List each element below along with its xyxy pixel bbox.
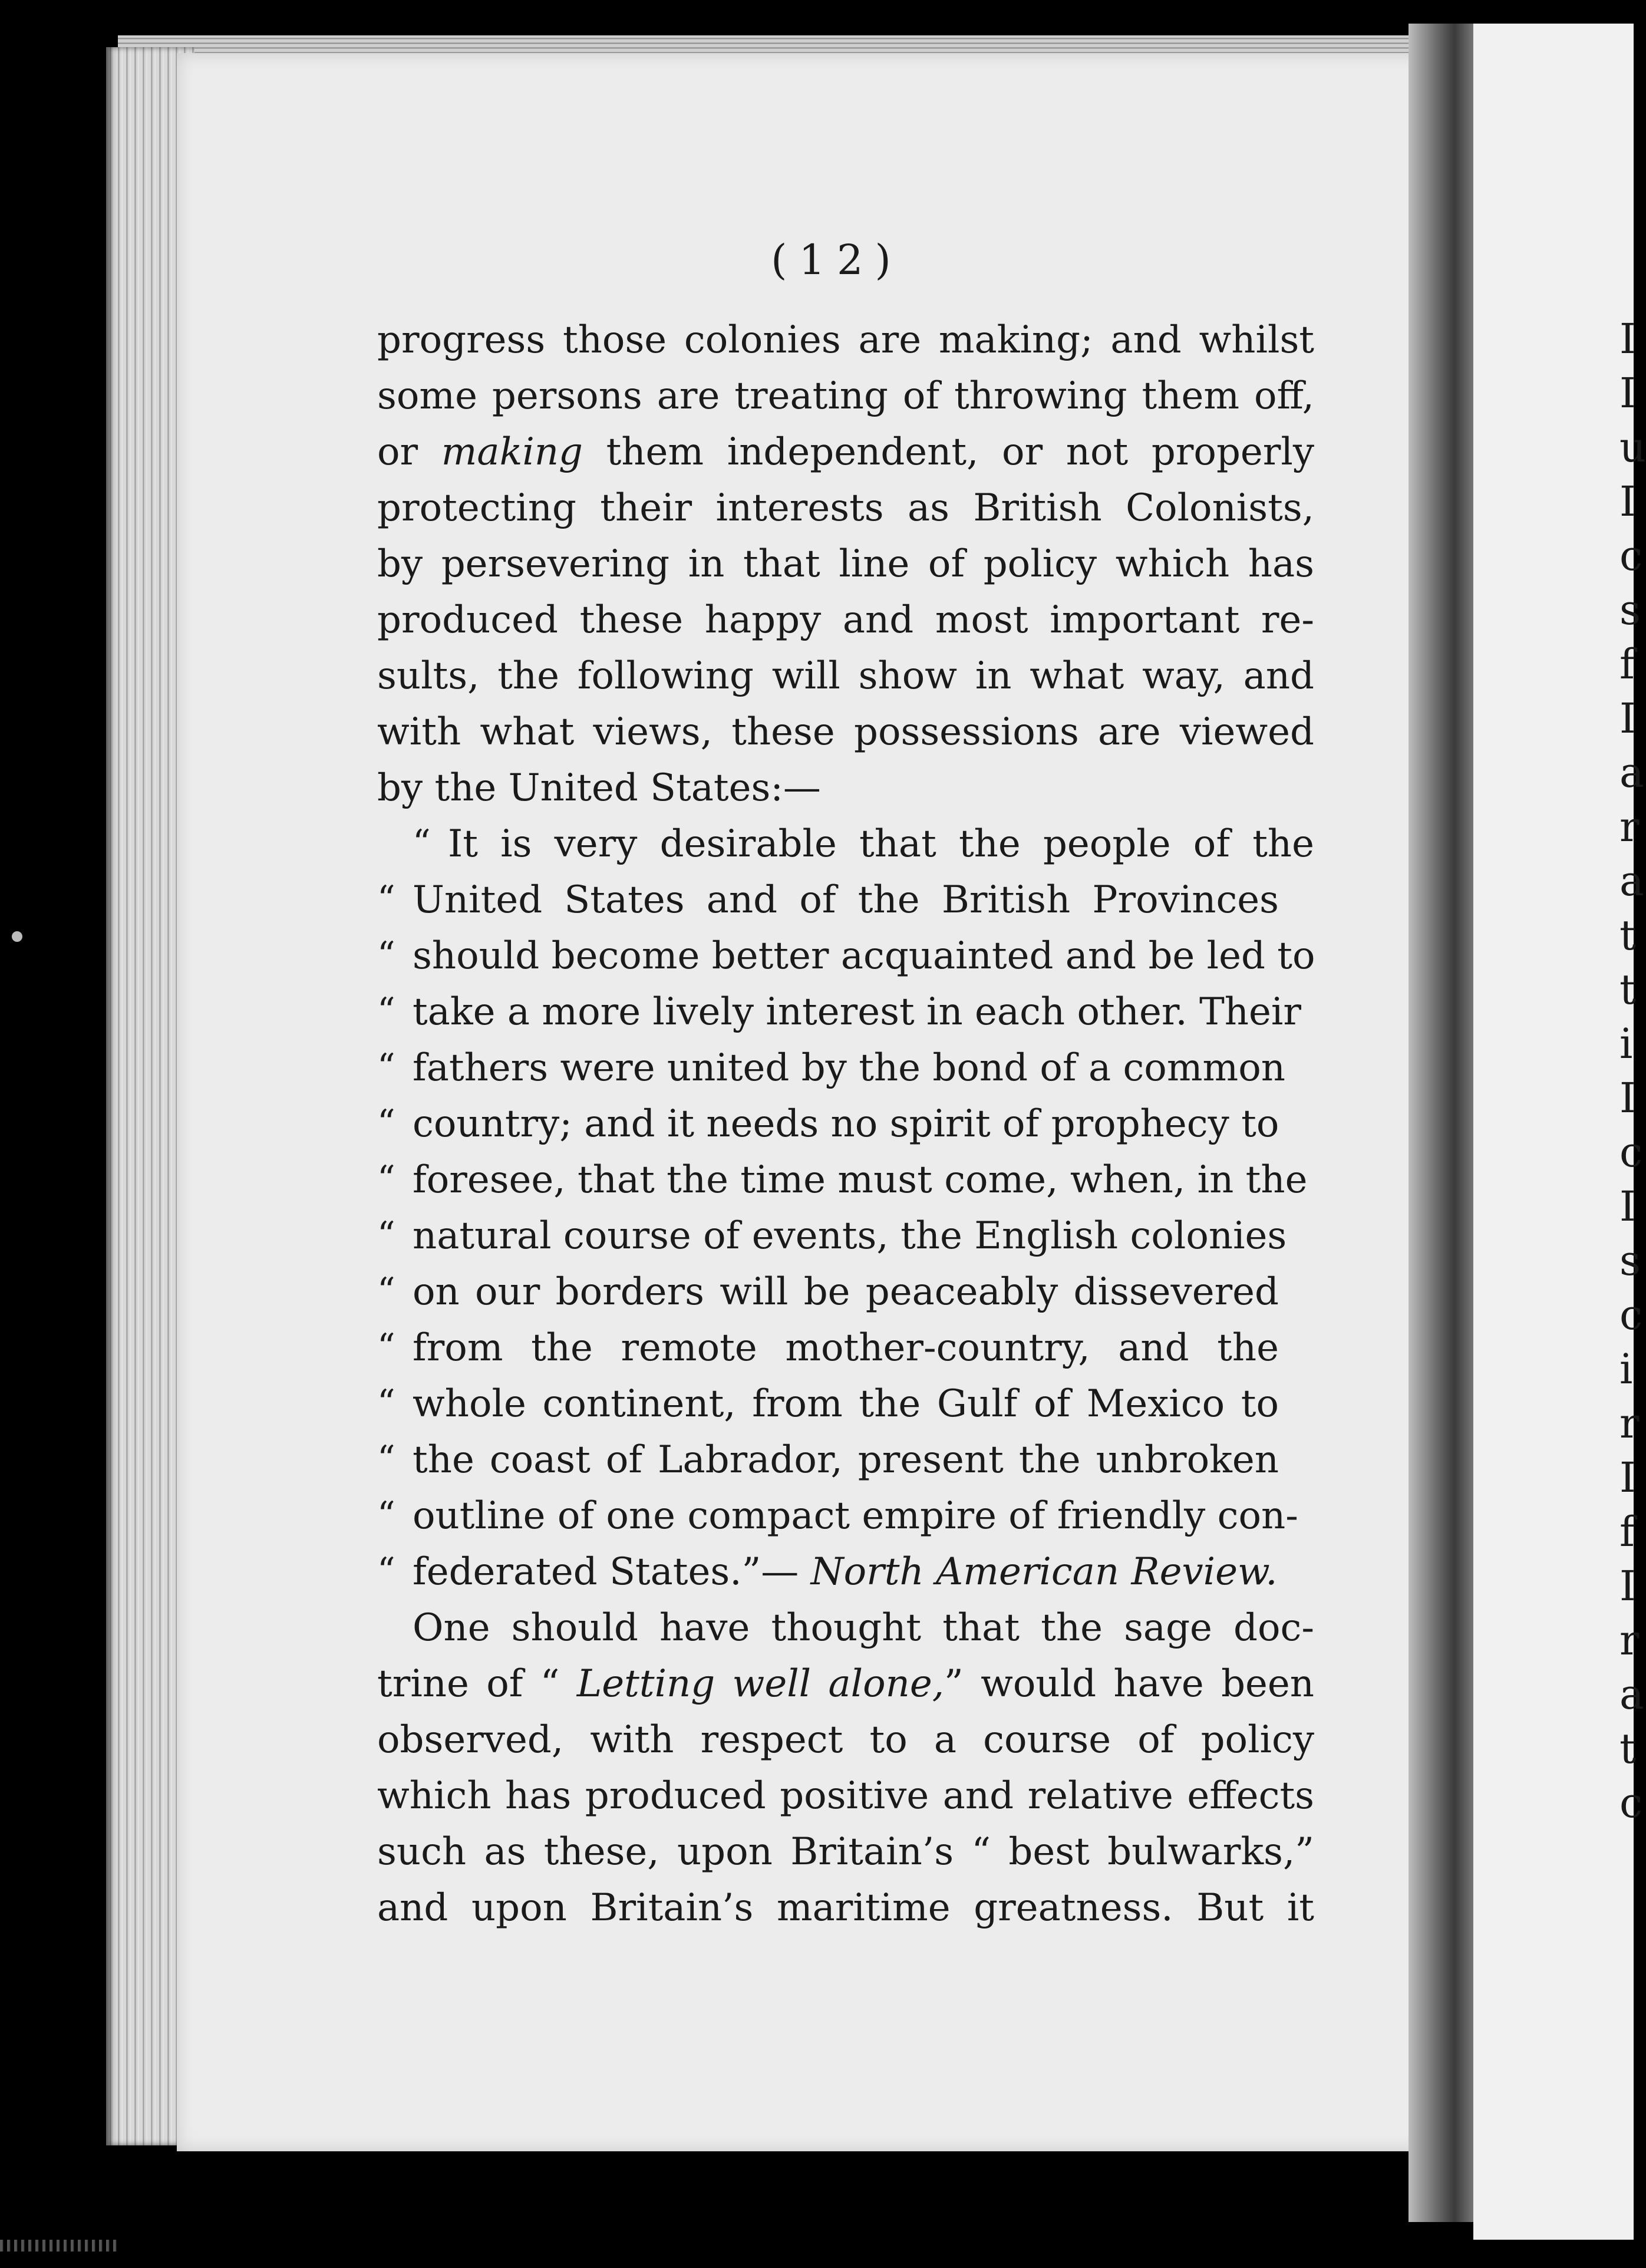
quote-text: outline of one compact empire of friendly con- bbox=[413, 1494, 1298, 1538]
right-page-letter: r bbox=[1619, 803, 1640, 851]
page-number-left-paren: ( bbox=[771, 236, 799, 284]
body-line-text: ” would have been bbox=[944, 1662, 1314, 1706]
scan-noise bbox=[0, 2240, 118, 2251]
italic-word: making bbox=[441, 430, 583, 474]
quote-text: United States and of the British Provinces bbox=[413, 878, 1279, 922]
quote-text: take a more lively interest in each other. Their bbox=[413, 990, 1301, 1034]
right-page-letter: I bbox=[1619, 369, 1636, 417]
italic-phrase: Letting well alone, bbox=[576, 1662, 945, 1706]
right-page bbox=[1473, 24, 1637, 2240]
quote-text: on our borders will be peaceably dissevered bbox=[413, 1270, 1279, 1314]
body-line: observed, with respect to a course of policy bbox=[377, 1718, 1314, 1762]
quote-text: country; and it needs no spirit of prophecy to bbox=[413, 1102, 1279, 1146]
body-line: with what views, these possessions are viewed bbox=[377, 710, 1314, 754]
right-page-letter: I bbox=[1619, 694, 1636, 743]
body-line: by persevering in that line of policy which has bbox=[377, 542, 1314, 586]
right-page-letter: I bbox=[1619, 1453, 1636, 1502]
right-page-letter: r bbox=[1619, 1616, 1640, 1664]
quote-text: should become better acquainted and be led to bbox=[413, 934, 1315, 978]
body-line-text: or bbox=[377, 430, 441, 474]
body-line: which has produced positive and relative effects bbox=[377, 1774, 1314, 1818]
page-number-right-paren: ) bbox=[875, 236, 903, 284]
right-page-letter: c bbox=[1619, 1128, 1643, 1176]
right-page-letter: u bbox=[1619, 423, 1646, 472]
right-page-letter: c bbox=[1619, 1291, 1643, 1339]
right-page-letter: i bbox=[1619, 1020, 1633, 1068]
right-page-letter: I bbox=[1619, 315, 1636, 363]
body-line-text: trine of “ bbox=[377, 1662, 577, 1706]
right-page-letter: a bbox=[1619, 749, 1644, 797]
quote-mark: “ bbox=[377, 1494, 395, 1535]
body-line: protecting their interests as British Colonists, bbox=[377, 486, 1314, 530]
quote-text: fathers were united by the bond of a common bbox=[413, 1046, 1285, 1090]
body-line: sults, the following will show in what way, and bbox=[377, 654, 1314, 698]
right-page-letter: I bbox=[1619, 1562, 1636, 1610]
right-page-letter: r bbox=[1619, 1399, 1640, 1448]
quote-mark: “ bbox=[377, 934, 395, 975]
right-page-letter: f bbox=[1619, 640, 1635, 688]
body-line bbox=[377, 430, 1314, 474]
quote-mark: “ bbox=[377, 878, 395, 919]
right-page-letter: f bbox=[1619, 1508, 1635, 1556]
quote-mark: “ bbox=[377, 1102, 395, 1143]
scan-speck bbox=[12, 931, 22, 942]
quote-text: It is very desirable that the people of the bbox=[448, 822, 1314, 866]
right-page-letter: s bbox=[1619, 586, 1641, 634]
quote-mark: “ bbox=[377, 1326, 395, 1367]
quote-mark: “ bbox=[377, 990, 395, 1031]
body-line-text: them independent, or not properly bbox=[583, 430, 1315, 474]
body-line bbox=[377, 1662, 1314, 1706]
right-page-letter: c bbox=[1619, 532, 1643, 580]
quote-text: foresee, that the time must come, when, in the bbox=[413, 1158, 1308, 1202]
right-page-letter: c bbox=[1619, 1779, 1643, 1827]
quote-text: the coast of Labrador, present the unbroken bbox=[413, 1438, 1279, 1482]
page-number-value: 12 bbox=[799, 236, 875, 284]
right-page-letter: I bbox=[1619, 1074, 1636, 1122]
right-page-letter: t bbox=[1619, 1725, 1637, 1773]
quote-text: from the remote mother-country, and the bbox=[413, 1326, 1279, 1370]
quote-mark: “ bbox=[377, 1382, 395, 1423]
quote-text: federated States.”— bbox=[413, 1550, 811, 1594]
right-page-letter: I bbox=[1619, 1182, 1636, 1231]
body-line: and upon Britain’s maritime greatness. But it bbox=[377, 1886, 1314, 1930]
quote-mark: “ bbox=[377, 1270, 395, 1311]
quote-last-line bbox=[413, 1550, 1278, 1594]
quote-mark: “ bbox=[377, 1214, 395, 1255]
right-page-letter: a bbox=[1619, 857, 1644, 905]
quote-mark: “ bbox=[377, 1158, 395, 1199]
body-line: such as these, upon Britain’s “ best bulwarks,” bbox=[377, 1830, 1314, 1874]
quote-mark: “ bbox=[377, 1046, 395, 1087]
right-page-letter: i bbox=[1619, 1345, 1633, 1393]
right-page-letter: a bbox=[1619, 1670, 1644, 1719]
right-page-letter: I bbox=[1619, 477, 1636, 526]
quote-source: North American Review. bbox=[810, 1550, 1278, 1594]
body-line: by the United States:— bbox=[377, 766, 821, 810]
quote-mark: “ bbox=[377, 1438, 395, 1479]
body-line: progress those colonies are making; and whilst bbox=[377, 318, 1314, 362]
right-page-letter: t bbox=[1619, 965, 1637, 1014]
quote-text: whole continent, from the Gulf of Mexico to bbox=[413, 1382, 1279, 1426]
quote-mark: “ bbox=[377, 1550, 395, 1591]
right-page-letter: s bbox=[1619, 1237, 1641, 1285]
quote-mark: “ bbox=[413, 822, 431, 863]
right-page-letter: t bbox=[1619, 911, 1637, 960]
body-line: produced these happy and most important re- bbox=[377, 598, 1314, 642]
body-line: One should have thought that the sage doc- bbox=[413, 1606, 1314, 1650]
page-number bbox=[719, 236, 955, 284]
body-line: some persons are treating of throwing them off, bbox=[377, 374, 1314, 418]
quote-text: natural course of events, the English colonies bbox=[413, 1214, 1287, 1258]
